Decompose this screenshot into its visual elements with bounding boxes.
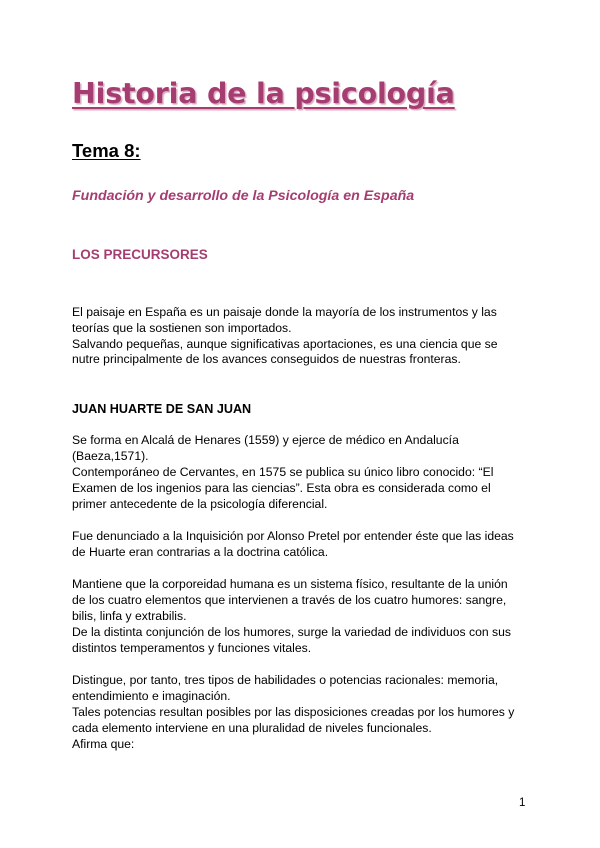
paragraph-line: Mantiene que la corporeidad humana es un sistema físico, resultante de la unión [72,577,508,591]
paragraph-line: de los cuatro elementos que intervienen a través de los cuatro humores: sangre, [72,593,507,607]
document-subtitle: Fundación y desarrollo de la Psicología en España [72,188,415,204]
paragraph-line: entendimiento e imaginación. [72,689,231,703]
paragraph-line: Distingue, por tanto, tres tipos de habilidades o potencias racionales: memoria, [72,673,499,687]
section-heading: LOS PRECURSORES [72,247,208,262]
subsection-heading: JUAN HUARTE DE SAN JUAN [72,402,252,416]
intro-line: Salvando pequeñas, aunque significativas aportaciones, es una ciencia que se [72,337,498,351]
paragraph-line: distintos temperamentos y funciones vitales. [72,641,312,655]
tema-heading: Tema 8: [72,140,141,161]
intro-line: nutre principalmente de los avances conseguidos de nuestras fronteras. [72,352,461,366]
paragraph-line: primer antecedente de la psicología diferencial. [72,497,328,511]
paragraph-line: De la distinta conjunción de los humores, surge la variedad de individuos con sus [72,625,512,639]
document-title: Historia de la psicología [72,77,455,110]
paragraph-line: Se forma en Alcalá de Henares (1559) y ejerce de médico en Andalucía [72,433,459,447]
paragraph-line: Tales potencias resultan posibles por las disposiciones creadas por los humores y [72,705,515,719]
paragraph-line: bilis, linfa y extrabilis. [72,609,187,623]
page-number: 1 [519,797,526,809]
paragraph-line: Fue denunciado a la Inquisición por Alonso Pretel por entender éste que las ideas [72,529,514,543]
paragraph-line: (Baeza,1571). [72,449,149,463]
paragraph-line: Afirma que: [72,737,135,751]
intro-line: teorías que la sostienen son importados. [72,321,292,335]
paragraph-line: de Huarte eran contrarias a la doctrina católica. [72,545,329,559]
intro-line: El paisaje en España es un paisaje donde la mayoría de los instrumentos y las [72,305,497,319]
paragraph-line: cada elemento interviene en una pluralidad de niveles funcionales. [72,721,432,735]
paragraph-line: Examen de los ingenios para las ciencias”. Esta obra es considerada como el [72,481,491,495]
paragraph-line: Contemporáneo de Cervantes, en 1575 se publica su único libro conocido: “El [72,465,494,479]
